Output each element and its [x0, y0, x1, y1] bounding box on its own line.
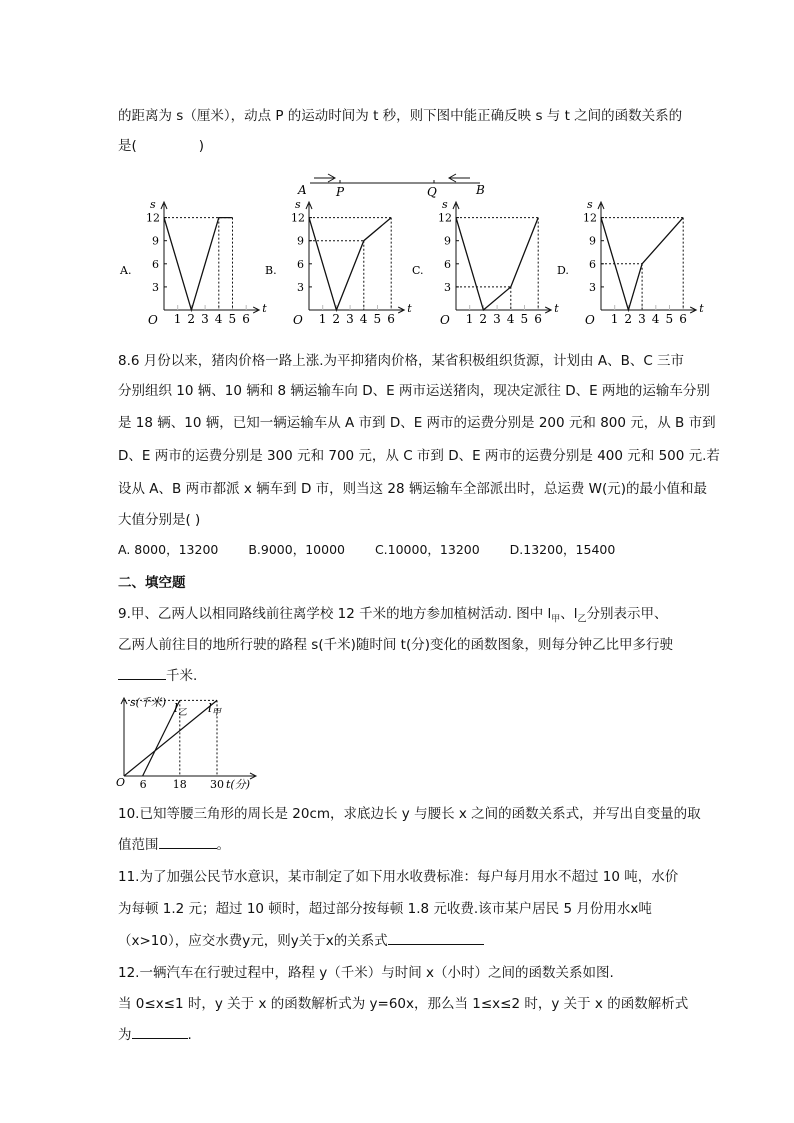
y-tick-label-3: 3 [297, 280, 304, 294]
x-tick-label-3: 3 [346, 312, 354, 326]
q9-line3-text: 千米. [166, 668, 198, 684]
origin-label: O [148, 313, 158, 327]
x-tick-label-5: 5 [228, 312, 237, 326]
q8-options [118, 540, 641, 558]
segment-figure [290, 168, 500, 198]
q8-line-1: 8.6 月份以来，猪肉价格一路上涨.为平抑猪肉价格，某省积极组织货源，计划由 A、B、C 三市 [118, 353, 685, 369]
q7-answer-close: ) [198, 138, 205, 154]
y-tick-label-3: 3 [444, 280, 451, 294]
label-q: Q [427, 185, 437, 199]
q10-line-1: 10.已知等腰三角形的周长是 20cm，求底边长 y 与腰长 x 之间的函数关系式，并写出自变量的取 [118, 806, 701, 822]
q8-option-b: B.9000，10000 [248, 542, 345, 557]
q7-graph-option-a [118, 196, 267, 327]
y-tick-label-9: 9 [152, 234, 159, 248]
q8-line-5: 设从 A、B 两市都派 x 辆车到 D 市，则当这 28 辆运输车全部派出时，总运费 W(元)的最小值和最 [118, 481, 708, 497]
y-tick-label-12: 12 [291, 211, 305, 225]
x-tick-label-1: 1 [465, 312, 474, 326]
q12-line3-suffix: . [187, 1027, 192, 1043]
q9-label-l-yi: $l_乙$ [174, 701, 187, 718]
option-label: D. [557, 264, 569, 277]
x-tick-label-2: 2 [624, 312, 633, 326]
x-tick-label-2: 2 [479, 312, 488, 326]
q9-x-tick-18: 18 [172, 778, 187, 791]
option-label: C. [412, 264, 424, 277]
section-fill-blank-title: 二、填空题 [118, 575, 186, 591]
axis-label-s: s [295, 198, 301, 211]
label-p: P [336, 185, 345, 199]
q11-line-3 [118, 929, 484, 949]
q8-line-3: 是 18 辆、10 辆，已知一辆运输车从 A 市到 D、E 两市的运费分别是 200 元和 800 元，从 B 市到 [118, 415, 716, 431]
q9-label-l-jia: $l_甲$ [208, 701, 221, 718]
q8-option-d: D.13200，15400 [509, 542, 616, 557]
q8-option-a: A. 8000，13200 [118, 542, 219, 557]
x-tick-label-5: 5 [373, 312, 382, 326]
y-tick-label-3: 3 [152, 280, 159, 294]
x-tick-label-6: 6 [679, 312, 687, 326]
q12-answer-blank[interactable] [132, 1024, 188, 1039]
q9-line1-b: 、l [560, 606, 578, 622]
q9-answer-blank[interactable] [118, 665, 166, 680]
axis-label-t: t [554, 302, 559, 315]
axis-label-s: s [442, 198, 448, 211]
series-line [309, 218, 391, 310]
x-tick-label-1: 1 [610, 312, 619, 326]
x-tick-label-3: 3 [493, 312, 501, 326]
x-tick-label-5: 5 [665, 312, 674, 326]
axis-label-t: t [699, 302, 704, 315]
q10-answer-blank[interactable] [159, 834, 217, 849]
y-tick-label-9: 9 [444, 234, 451, 248]
option-label: A. [120, 264, 132, 277]
x-tick-label-2: 2 [332, 312, 341, 326]
axis-label-t: t [262, 302, 267, 315]
q9-origin: O [116, 776, 126, 789]
option-label: B. [265, 264, 277, 277]
q7-graph-option-b [263, 196, 412, 327]
origin-label: O [293, 313, 303, 327]
q9-t-label: t(分) [226, 778, 251, 791]
x-tick-label-6: 6 [387, 312, 395, 326]
x-tick-label-4: 4 [214, 312, 223, 326]
q9-line-1 [118, 602, 668, 625]
q10-line-2 [118, 833, 230, 853]
x-tick-label-5: 5 [520, 312, 529, 326]
q11-line3-prefix: （x>10），应交水费y元，则y关于x的关系式 [118, 933, 388, 949]
q8-line-4: D、E 两市的运费分别是 300 元和 700 元，从 C 市到 D、E 两市的运费分别是 400 元和 500 元.若 [118, 448, 720, 464]
q7-graph-option-d [555, 196, 704, 327]
origin-label: O [585, 313, 595, 327]
y-tick-label-6: 6 [589, 257, 596, 271]
q7-answer-open: 是( [118, 138, 137, 154]
q11-line-1: 11.为了加强公民节水意识，某市制定了如下用水收费标准：每户每月用水不超过 10 吨，水价 [118, 869, 679, 885]
q10-line2-prefix: 值范围 [118, 837, 159, 853]
x-tick-label-6: 6 [534, 312, 542, 326]
q9-line1-c: 分别表示甲、 [586, 606, 668, 622]
q9-line1-a: 9.甲、乙两人以相同路线前往离学校 12 千米的地方参加植树活动. 图中 l [118, 606, 552, 622]
y-tick-label-6: 6 [297, 257, 304, 271]
axis-label-s: s [150, 198, 156, 211]
q10-line2-suffix: 。 [216, 837, 230, 853]
q7-text-line2 [118, 134, 204, 154]
q9-line-3 [118, 664, 197, 684]
x-tick-label-4: 4 [359, 312, 368, 326]
q7-text-line1: 的距离为 s（厘米），动点 P 的运动时间为 t 秒，则下图中能正确反映 s 与 t 之间的函数关系的 [118, 108, 683, 124]
q12-line-2: 当 0≤x≤1 时，y 关于 x 的函数解析式为 y=60x，那么当 1≤x≤2 时，y 关于 x 的函数解析式 [118, 996, 689, 1012]
y-tick-label-6: 6 [152, 257, 159, 271]
q7-graph-option-c [410, 196, 559, 327]
q8-option-c: C.10000，13200 [374, 542, 480, 557]
q9-sub-jia: 甲 [551, 614, 561, 625]
label-b: B [476, 183, 485, 197]
q9-s-label: s(千米) [130, 696, 167, 709]
y-tick-label-3: 3 [589, 280, 596, 294]
x-tick-label-3: 3 [638, 312, 646, 326]
axis-label-s: s [587, 198, 593, 211]
label-a: A [298, 183, 307, 197]
x-tick-label-1: 1 [318, 312, 327, 326]
y-tick-label-12: 12 [146, 211, 160, 225]
q8-line-2: 分别组织 10 辆、10 辆和 8 辆运输车向 D、E 两市运送猪肉，现决定派往 D、E 两地的运输车分别 [118, 383, 710, 399]
q9-series-jia [124, 700, 217, 776]
x-tick-label-4: 4 [651, 312, 660, 326]
q9-x-tick-6: 6 [139, 778, 147, 791]
origin-label: O [440, 313, 450, 327]
x-tick-label-6: 6 [242, 312, 250, 326]
x-tick-label-1: 1 [173, 312, 182, 326]
q11-answer-blank[interactable] [388, 930, 484, 945]
q9-line-2: 乙两人前往目的地所行驶的路程 s(千米)随时间 t(分)变化的函数图象，则每分钟乙比甲多行驶 [118, 637, 673, 653]
q9-x-tick-30: 30 [210, 778, 224, 791]
y-tick-label-12: 12 [438, 211, 452, 225]
x-tick-label-4: 4 [506, 312, 515, 326]
series-line [164, 218, 233, 310]
x-tick-label-3: 3 [201, 312, 209, 326]
q9-graph [116, 690, 266, 792]
q8-line-6: 大值分别是( ) [118, 512, 201, 528]
y-tick-label-12: 12 [583, 211, 597, 225]
y-tick-label-9: 9 [589, 234, 596, 248]
q9-sub-yi: 乙 [577, 614, 587, 625]
series-line [456, 218, 538, 310]
q12-line3-prefix: 为 [118, 1027, 132, 1043]
x-tick-label-2: 2 [187, 312, 196, 326]
q11-line-2: 为每顿 1.2 元；超过 10 顿时，超过部分按每顿 1.8 元收费.该市某户居民 5 月份用水x吨 [118, 901, 652, 917]
y-tick-label-9: 9 [297, 234, 304, 248]
q12-line-3 [118, 1023, 192, 1043]
axis-label-t: t [407, 302, 412, 315]
y-tick-label-6: 6 [444, 257, 451, 271]
q12-line-1: 12.一辆汽车在行驶过程中，路程 y（千米）与时间 x（小时）之间的函数关系如图. [118, 965, 614, 981]
